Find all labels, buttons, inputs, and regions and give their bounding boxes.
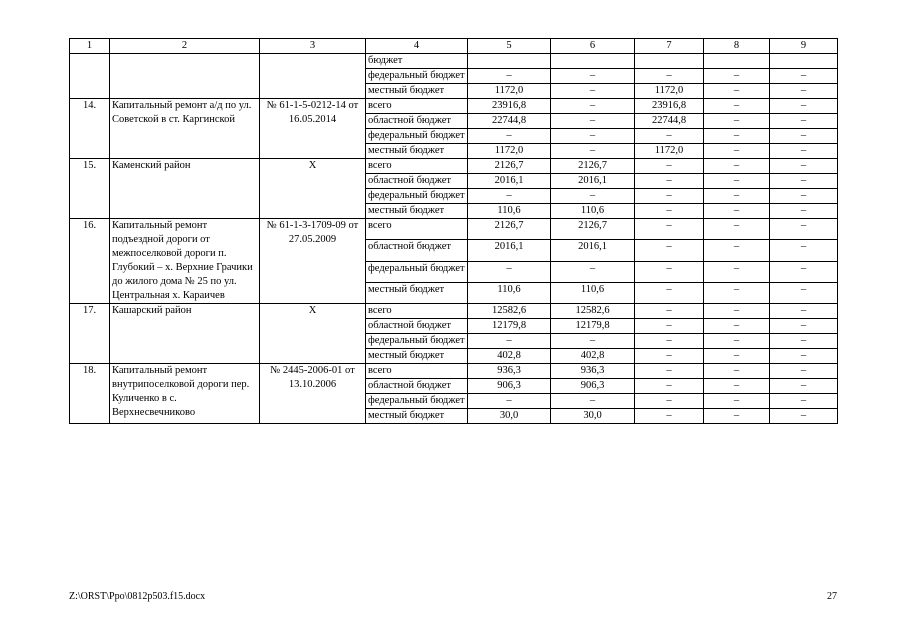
- amount-cell: –: [704, 409, 770, 424]
- amount-cell: 23916,8: [635, 99, 704, 114]
- amount-cell: 2126,7: [551, 159, 635, 174]
- amount-cell: –: [635, 219, 704, 240]
- amount-cell: 936,3: [551, 364, 635, 379]
- amount-cell: –: [770, 129, 838, 144]
- amount-cell: 12582,6: [551, 304, 635, 319]
- amount-cell: –: [635, 394, 704, 409]
- amount-cell: –: [635, 349, 704, 364]
- amount-cell: –: [704, 219, 770, 240]
- amount-cell: –: [770, 394, 838, 409]
- amount-cell: [468, 54, 551, 69]
- amount-cell: –: [635, 261, 704, 282]
- amount-cell: –: [468, 334, 551, 349]
- item-number: 18.: [70, 364, 110, 424]
- project-document: Х: [260, 159, 366, 219]
- amount-cell: 12179,8: [551, 319, 635, 334]
- amount-cell: –: [551, 261, 635, 282]
- amount-cell: –: [770, 219, 838, 240]
- amount-cell: –: [635, 282, 704, 303]
- funding-source-label: федеральный бюджет: [366, 334, 468, 349]
- amount-cell: 2016,1: [468, 240, 551, 261]
- amount-cell: –: [704, 240, 770, 261]
- amount-cell: –: [704, 319, 770, 334]
- amount-cell: –: [704, 349, 770, 364]
- amount-cell: –: [551, 99, 635, 114]
- amount-cell: –: [704, 174, 770, 189]
- amount-cell: –: [468, 129, 551, 144]
- funding-source-label: федеральный бюджет: [366, 261, 468, 282]
- footer-file-path: Z:\ORST\Ppo\0812p503.f15.docx: [69, 591, 206, 602]
- amount-cell: –: [770, 379, 838, 394]
- project-document: № 61-1-3-1709-09 от 27.05.2009: [260, 219, 366, 304]
- table-row: [70, 219, 838, 240]
- item-number: 14.: [70, 99, 110, 159]
- table-row: [70, 364, 838, 379]
- funding-source-label: областной бюджет: [366, 240, 468, 261]
- amount-cell: 110,6: [468, 204, 551, 219]
- amount-cell: –: [770, 409, 838, 424]
- amount-cell: 110,6: [551, 204, 635, 219]
- funding-source-label: всего: [366, 219, 468, 240]
- amount-cell: –: [770, 114, 838, 129]
- amount-cell: –: [635, 159, 704, 174]
- amount-cell: –: [770, 189, 838, 204]
- amount-cell: –: [468, 69, 551, 84]
- col-header-3: 3: [260, 39, 366, 54]
- col-header-1: 1: [70, 39, 110, 54]
- amount-cell: –: [704, 84, 770, 99]
- amount-cell: 110,6: [551, 282, 635, 303]
- item-number: 16.: [70, 219, 110, 304]
- amount-cell: –: [770, 349, 838, 364]
- amount-cell: –: [770, 240, 838, 261]
- amount-cell: [770, 54, 838, 69]
- amount-cell: –: [770, 334, 838, 349]
- project-document: № 2445-2006-01 от 13.10.2006: [260, 364, 366, 424]
- amount-cell: –: [704, 159, 770, 174]
- funding-source-label: местный бюджет: [366, 84, 468, 99]
- col-header-9: 9: [770, 39, 838, 54]
- object-name: Капитальный ремонт внутрипоселковой дороги пер. Куличенко в с. Верхнесвечниково: [110, 364, 260, 424]
- amount-cell: –: [770, 364, 838, 379]
- amount-cell: –: [635, 204, 704, 219]
- project-document: № 61-1-5-0212-14 от 16.05.2014: [260, 99, 366, 159]
- amount-cell: –: [770, 84, 838, 99]
- object-name: [110, 54, 260, 99]
- funding-source-label: областной бюджет: [366, 379, 468, 394]
- amount-cell: –: [770, 174, 838, 189]
- amount-cell: –: [770, 144, 838, 159]
- amount-cell: 12582,6: [468, 304, 551, 319]
- object-name: Капитальный ремонт подъездной дороги от межпоселковой дороги п. Глубокий – х. Верхние Грачики до жилого дома № 25 по ул. Центральная х. Караичев: [110, 219, 260, 304]
- amount-cell: –: [468, 189, 551, 204]
- amount-cell: –: [635, 379, 704, 394]
- funding-source-label: областной бюджет: [366, 114, 468, 129]
- amount-cell: –: [635, 319, 704, 334]
- amount-cell: –: [704, 189, 770, 204]
- table-row: [70, 54, 838, 69]
- amount-cell: –: [635, 129, 704, 144]
- amount-cell: –: [551, 144, 635, 159]
- budget-table: [69, 38, 838, 424]
- amount-cell: 936,3: [468, 364, 551, 379]
- col-header-8: 8: [704, 39, 770, 54]
- funding-source-label: всего: [366, 304, 468, 319]
- item-number: 17.: [70, 304, 110, 364]
- amount-cell: –: [770, 204, 838, 219]
- amount-cell: 906,3: [468, 379, 551, 394]
- amount-cell: –: [551, 69, 635, 84]
- amount-cell: 2016,1: [551, 240, 635, 261]
- amount-cell: –: [770, 282, 838, 303]
- amount-cell: –: [551, 84, 635, 99]
- funding-source-label: федеральный бюджет: [366, 394, 468, 409]
- project-document: [260, 54, 366, 99]
- object-name: Капитальный ремонт а/д по ул. Советской в ст. Каргинской: [110, 99, 260, 159]
- amount-cell: –: [704, 334, 770, 349]
- amount-cell: 906,3: [551, 379, 635, 394]
- amount-cell: –: [704, 144, 770, 159]
- table-row: [70, 159, 838, 174]
- amount-cell: –: [704, 364, 770, 379]
- amount-cell: 1172,0: [635, 144, 704, 159]
- amount-cell: 1172,0: [468, 144, 551, 159]
- amount-cell: 402,8: [551, 349, 635, 364]
- amount-cell: 110,6: [468, 282, 551, 303]
- funding-source-label: федеральный бюджет: [366, 129, 468, 144]
- col-header-7: 7: [635, 39, 704, 54]
- amount-cell: 22744,8: [635, 114, 704, 129]
- amount-cell: –: [635, 334, 704, 349]
- amount-cell: –: [551, 334, 635, 349]
- amount-cell: –: [704, 204, 770, 219]
- table-row: [70, 304, 838, 319]
- amount-cell: –: [770, 159, 838, 174]
- amount-cell: 30,0: [468, 409, 551, 424]
- amount-cell: –: [704, 304, 770, 319]
- footer-page-number: 27: [827, 591, 837, 602]
- amount-cell: –: [551, 189, 635, 204]
- table-row: [70, 99, 838, 114]
- amount-cell: 2126,7: [468, 159, 551, 174]
- amount-cell: 2016,1: [551, 174, 635, 189]
- amount-cell: –: [704, 394, 770, 409]
- amount-cell: [551, 54, 635, 69]
- header-row: [70, 39, 838, 54]
- funding-source-label: местный бюджет: [366, 204, 468, 219]
- amount-cell: [704, 54, 770, 69]
- funding-source-label: федеральный бюджет: [366, 189, 468, 204]
- funding-source-label: всего: [366, 159, 468, 174]
- amount-cell: –: [770, 261, 838, 282]
- amount-cell: 1172,0: [468, 84, 551, 99]
- item-number: 15.: [70, 159, 110, 219]
- col-header-4: 4: [366, 39, 468, 54]
- amount-cell: –: [704, 261, 770, 282]
- amount-cell: 22744,8: [468, 114, 551, 129]
- amount-cell: 23916,8: [468, 99, 551, 114]
- amount-cell: –: [704, 114, 770, 129]
- funding-source-label: местный бюджет: [366, 349, 468, 364]
- amount-cell: –: [635, 174, 704, 189]
- funding-source-label: областной бюджет: [366, 174, 468, 189]
- amount-cell: 30,0: [551, 409, 635, 424]
- funding-source-label: местный бюджет: [366, 409, 468, 424]
- amount-cell: [635, 54, 704, 69]
- funding-source-label: местный бюджет: [366, 282, 468, 303]
- amount-cell: –: [770, 69, 838, 84]
- col-header-2: 2: [110, 39, 260, 54]
- amount-cell: –: [704, 99, 770, 114]
- amount-cell: –: [468, 394, 551, 409]
- item-number: [70, 54, 110, 99]
- amount-cell: –: [551, 394, 635, 409]
- amount-cell: –: [770, 319, 838, 334]
- amount-cell: –: [635, 364, 704, 379]
- col-header-5: 5: [468, 39, 551, 54]
- amount-cell: –: [551, 129, 635, 144]
- amount-cell: –: [635, 189, 704, 204]
- project-document: Х: [260, 304, 366, 364]
- amount-cell: 1172,0: [635, 84, 704, 99]
- amount-cell: –: [704, 129, 770, 144]
- amount-cell: –: [770, 99, 838, 114]
- object-name: Кашарский район: [110, 304, 260, 364]
- amount-cell: –: [635, 409, 704, 424]
- amount-cell: –: [770, 304, 838, 319]
- funding-source-label: бюджет: [366, 54, 468, 69]
- object-name: Каменский район: [110, 159, 260, 219]
- amount-cell: –: [704, 69, 770, 84]
- amount-cell: –: [551, 114, 635, 129]
- funding-source-label: федеральный бюджет: [366, 69, 468, 84]
- amount-cell: –: [635, 240, 704, 261]
- funding-source-label: всего: [366, 99, 468, 114]
- funding-source-label: местный бюджет: [366, 144, 468, 159]
- amount-cell: –: [468, 261, 551, 282]
- amount-cell: 2126,7: [551, 219, 635, 240]
- amount-cell: 402,8: [468, 349, 551, 364]
- amount-cell: –: [635, 69, 704, 84]
- funding-source-label: всего: [366, 364, 468, 379]
- amount-cell: 2016,1: [468, 174, 551, 189]
- amount-cell: 2126,7: [468, 219, 551, 240]
- amount-cell: –: [635, 304, 704, 319]
- funding-source-label: областной бюджет: [366, 319, 468, 334]
- amount-cell: 12179,8: [468, 319, 551, 334]
- col-header-6: 6: [551, 39, 635, 54]
- amount-cell: –: [704, 282, 770, 303]
- amount-cell: –: [704, 379, 770, 394]
